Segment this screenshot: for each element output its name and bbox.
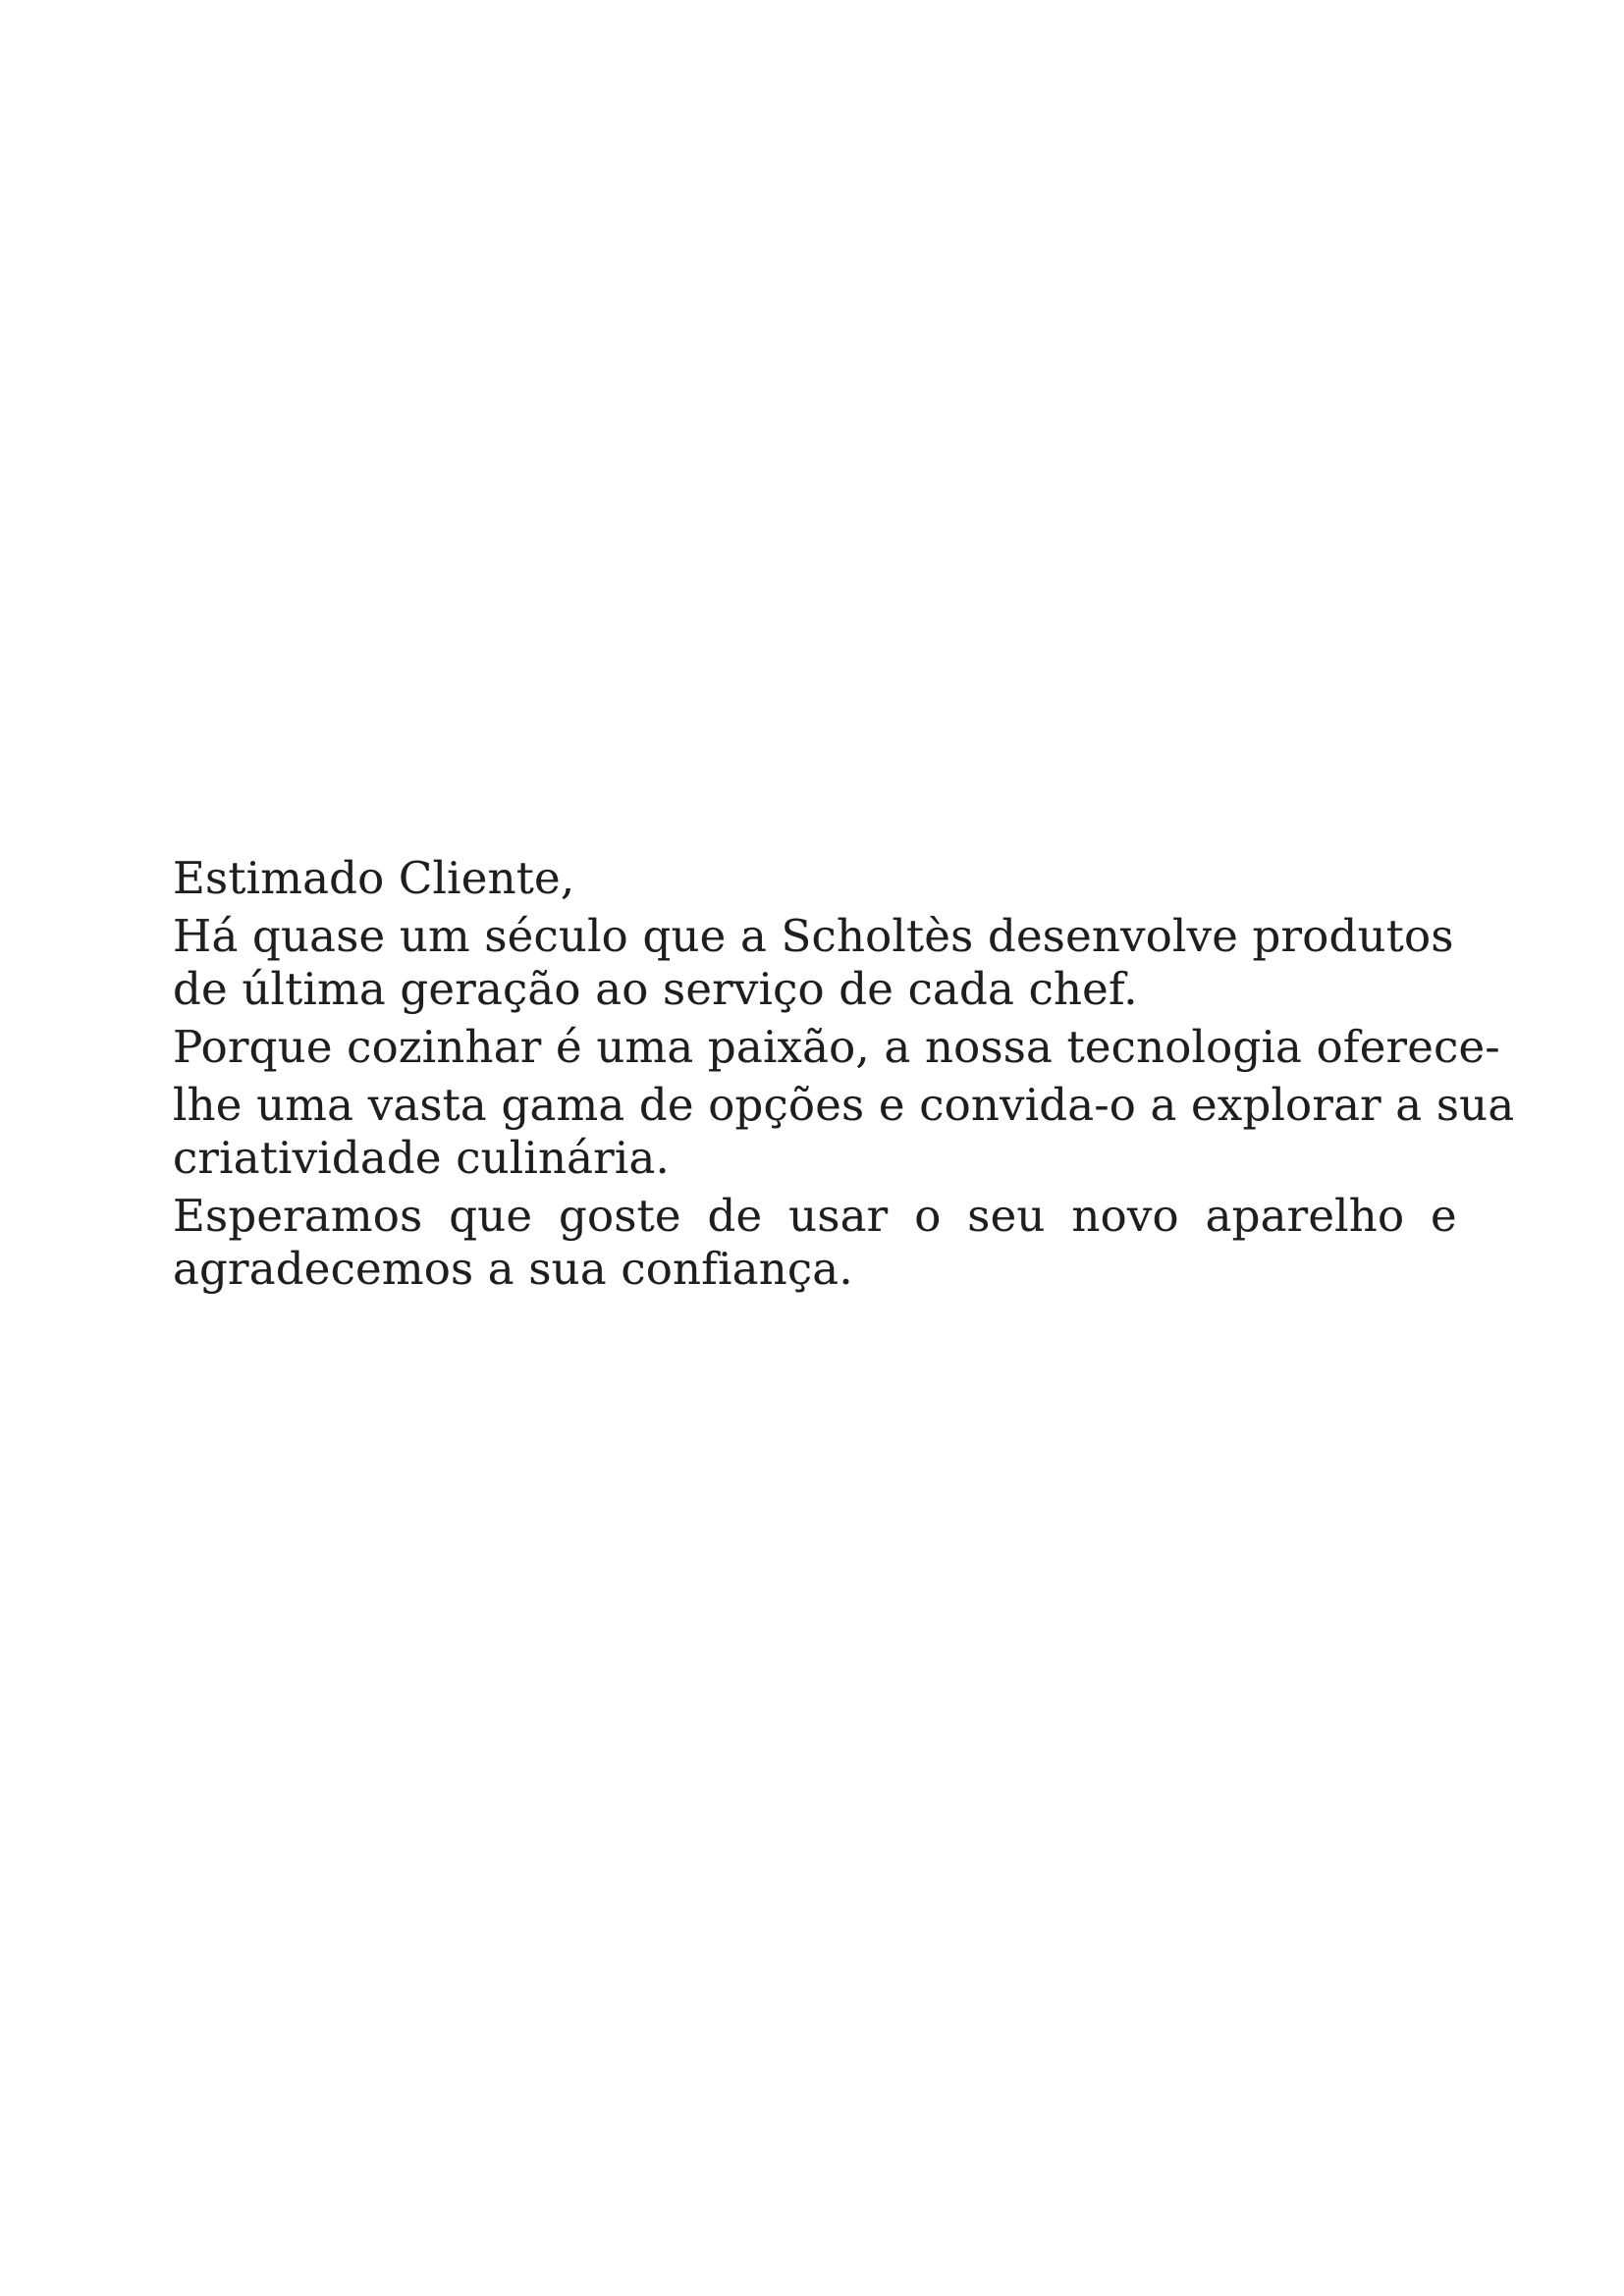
- letter-closing-line: [173, 1190, 1457, 1243]
- closing-word: aparelho: [1205, 1190, 1405, 1242]
- letter-salutation: Estimado Cliente,: [173, 852, 575, 904]
- letter-line: criatividade culinária.: [173, 1132, 671, 1184]
- letter-line: Porque cozinhar é uma paixão, a nossa tecnologia oferece-: [173, 1021, 1500, 1073]
- letter-line: de última geração ao serviço de cada chef.: [173, 963, 1138, 1015]
- closing-word: de: [707, 1190, 763, 1242]
- closing-word: usar: [788, 1190, 889, 1242]
- letter-line: Há quase um século que a Scholtès desenvolve produtos: [173, 910, 1454, 962]
- letter-closing-last-line: agradecemos a sua confiança.: [173, 1243, 853, 1295]
- closing-word: e: [1431, 1190, 1457, 1242]
- closing-word: o: [914, 1190, 942, 1242]
- closing-word: goste: [559, 1190, 681, 1242]
- letter-line: lhe uma vasta gama de opções e convida-o a explorar a sua: [173, 1079, 1515, 1131]
- welcome-letter: [173, 852, 1515, 1296]
- closing-word: novo: [1071, 1190, 1179, 1242]
- closing-word: seu: [967, 1190, 1046, 1242]
- closing-word: que: [449, 1190, 533, 1242]
- closing-word: Esperamos: [173, 1190, 423, 1242]
